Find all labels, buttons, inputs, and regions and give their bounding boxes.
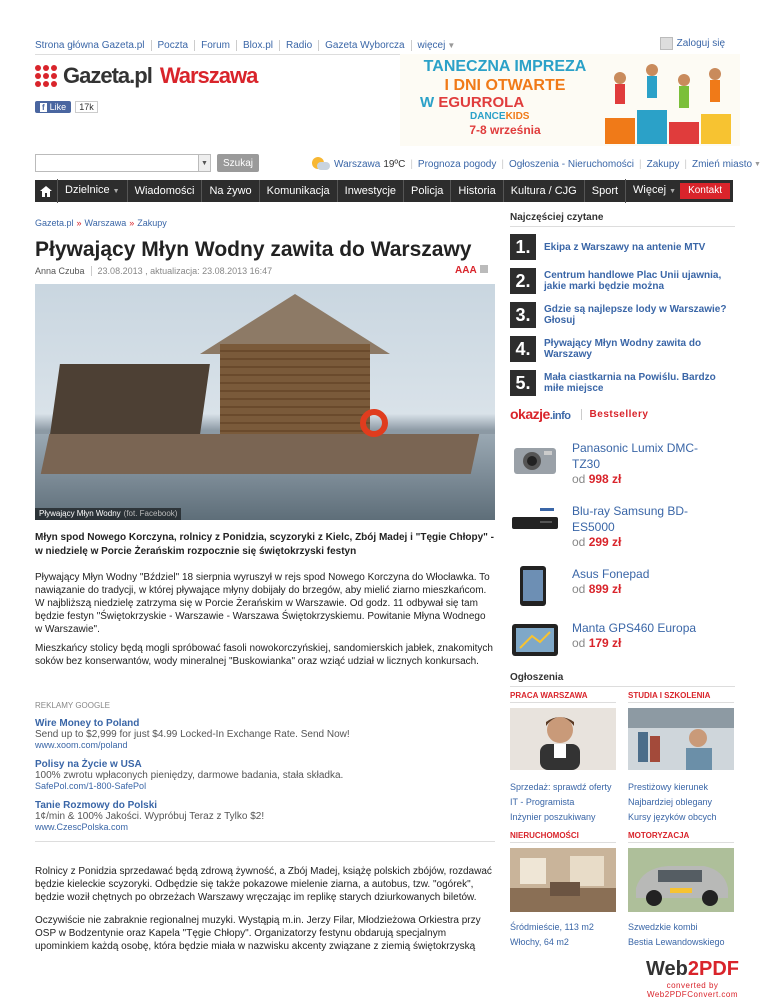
category-motoring[interactable]: MOTORYZACJA bbox=[628, 831, 734, 843]
nav-live[interactable]: Na żywo bbox=[201, 180, 258, 202]
like-count: 17k bbox=[75, 101, 98, 113]
nav-transport[interactable]: Komunikacja bbox=[259, 180, 337, 202]
breadcrumb-separator: » bbox=[129, 218, 135, 228]
chevron-down-icon: ▼ bbox=[447, 40, 456, 50]
nav-investments[interactable]: Inwestycje bbox=[337, 180, 403, 202]
jobs-photo[interactable] bbox=[510, 708, 616, 770]
studies-links bbox=[628, 780, 738, 825]
product-price bbox=[572, 472, 712, 486]
category-real-estate[interactable]: NIERUCHOMOŚCI bbox=[510, 831, 616, 843]
popular-list bbox=[510, 230, 735, 400]
article-lead: Młyn spod Nowego Korczyna, rolnicy z Ponidzia, scyzoryki z Kielc, Zbój Madej i "Tęgie Chłopy" - w niedzielę w Porcie Żerańskim rozpocznie się świętokrzyski festyn bbox=[35, 532, 495, 557]
chevron-down-icon: ▼ bbox=[754, 160, 761, 168]
product-item[interactable] bbox=[510, 440, 735, 486]
price-prefix: od bbox=[572, 472, 586, 486]
nav-news[interactable]: Wiadomości bbox=[127, 180, 202, 202]
popular-item[interactable] bbox=[510, 264, 735, 298]
popular-link[interactable]: Centrum handlowe Plac Unii ujawnia, jakie marki będzie można bbox=[544, 270, 722, 292]
weather-bar bbox=[312, 157, 761, 171]
popular-link[interactable]: Mała ciastkarnia na Powiślu. Bardzo miłe miejsce bbox=[544, 372, 716, 394]
motoring-photo[interactable] bbox=[628, 848, 734, 912]
okazje-logo-ext: .info bbox=[549, 410, 571, 422]
topnav-more-label: więcej bbox=[417, 39, 446, 51]
banner-line4 bbox=[470, 111, 529, 122]
like-label: Like bbox=[49, 102, 67, 112]
shopping-link[interactable]: Zakupy bbox=[646, 158, 680, 170]
product-price bbox=[572, 582, 712, 596]
banner-line4a: DANCE bbox=[470, 111, 506, 122]
ad-item[interactable] bbox=[35, 759, 495, 791]
article-paragraph-1: Pływający Młyn Wodny "Bździel" 18 sierpnia wyruszył w rejs spod Nowego Korczyna do Włocławka. To nawiązanie do tradycji, w której pływające młyny dobijały do brzegów, aby mielić ziarno mieszkańcom. W najbliższą niedzielę zatrzyma się w Porcie Żerańskim w Warszawie. Od godz. 11 odbywał się tam będzie festyn "Świętokrzyskie - Warszawie - Warszawa Świętokrzyskiemu. Powitanie Młyna Wodnego w Warszawie". bbox=[35, 572, 490, 635]
logo-brand: Gazeta.pl bbox=[63, 63, 152, 88]
ad-description: 100% zwrotu wpłaconych pieniędzy, darmowe badania, stała składka. bbox=[35, 770, 344, 781]
product-item[interactable] bbox=[510, 620, 735, 660]
separator: | bbox=[684, 158, 688, 170]
real-estate-links bbox=[510, 920, 620, 950]
ad-item[interactable] bbox=[35, 800, 495, 832]
breadcrumb-zakupy[interactable]: Zakupy bbox=[137, 218, 167, 228]
price-value: 299 zł bbox=[588, 535, 622, 549]
watermark-text[interactable]: converted by Web2PDFConvert.com bbox=[646, 981, 739, 999]
price-value: 899 zł bbox=[588, 582, 622, 596]
price-value: 998 zł bbox=[588, 472, 622, 486]
article-paragraph-2: Mieszkańcy stolicy będą mogli spróbować fasoli nowokorczyńskiej, sandomierskich jabłek, znakomitych soków bez konserwantów, wody mineralnej "Buskowianka" oraz wziąć udział w licznych konkursach. bbox=[35, 643, 493, 667]
article-title: Pływający Młyn Wodny zawita do Warszawy bbox=[35, 238, 472, 261]
popular-item[interactable] bbox=[510, 332, 735, 366]
nav-police[interactable]: Policja bbox=[403, 180, 450, 202]
egurrola-banner[interactable] bbox=[400, 54, 740, 146]
topnav-blox-link[interactable]: Blox.pl bbox=[237, 40, 280, 51]
article-paragraph-4: Oczywiście nie zabraknie regionalnej muzyki. Wystąpią m.in. Jerzy Filar, Młodzieżowa Orkiestra przy OSP w Bodzentynie oraz Kapela "Tęgie Chłopy". Organizatorzy festynu obdarują specjalnym upominkiem każdą osobę, która będzie miała w nazwisku akcenty związane z ziemią świętokrzyską bbox=[35, 915, 481, 952]
contact-button[interactable]: Kontakt bbox=[680, 183, 730, 199]
article-byline bbox=[35, 266, 272, 276]
okazje-logo[interactable] bbox=[510, 406, 571, 422]
jobs-link[interactable]: Sprzedaż: sprawdź oferty bbox=[510, 782, 612, 792]
popular-link[interactable]: Ekipa z Warszawy na antenie MTV bbox=[544, 241, 706, 253]
watermark-brand-a: Web bbox=[646, 958, 688, 980]
ad-headline[interactable]: Polisy na Życie w USA bbox=[35, 759, 142, 770]
motoring-links bbox=[628, 920, 738, 950]
article-date: 23.08.2013 , aktualizacja: 23.08.2013 16:47 bbox=[97, 266, 273, 276]
popular-rank: 2. bbox=[510, 268, 536, 294]
weather-temp: 19ºC bbox=[383, 158, 406, 170]
product-name[interactable]: Manta GPS460 Europa bbox=[572, 621, 697, 635]
product-name[interactable]: Blu-ray Samsung BD-ES5000 bbox=[572, 504, 689, 534]
real-estate-link[interactable]: Ogłoszenia - Nieruchomości bbox=[508, 158, 634, 170]
web2pdf-watermark bbox=[620, 958, 765, 999]
ad-description: 1¢/min & 100% Jakości. Wypróbuj Teraz z Tylko $2! bbox=[35, 811, 265, 822]
nav-culture[interactable]: Kultura / CJG bbox=[503, 180, 584, 202]
chevron-down-icon: ▼ bbox=[112, 188, 120, 195]
product-item[interactable] bbox=[510, 566, 735, 606]
facebook-icon: f bbox=[42, 102, 45, 112]
banner-line2: I DNI OTWARTE bbox=[444, 77, 566, 94]
price-prefix: od bbox=[572, 636, 586, 650]
ad-url[interactable]: www.CzescPolska.com bbox=[35, 822, 129, 832]
photo-lifebuoy bbox=[360, 409, 388, 437]
nav-history[interactable]: Historia bbox=[450, 180, 502, 202]
ad-url[interactable]: SafePol.com/1-800-SafePol bbox=[35, 781, 147, 791]
search-scope-dropdown[interactable]: ▼ bbox=[199, 154, 211, 172]
motoring-link[interactable]: Bestia Lewandowskiego bbox=[628, 937, 725, 947]
logo-dots-icon bbox=[35, 65, 59, 87]
ad-headline[interactable]: Tanie Rozmowy do Polski bbox=[35, 800, 158, 811]
photo-raft-deck bbox=[41, 434, 480, 474]
product-price bbox=[572, 535, 712, 549]
forecast-link[interactable]: Prognoza pogody bbox=[417, 158, 497, 170]
popular-rank: 5. bbox=[510, 370, 536, 396]
ad-headline[interactable]: Wire Money to Poland bbox=[35, 718, 140, 729]
real-estate-link[interactable]: Włochy, 64 m2 bbox=[510, 937, 569, 947]
facebook-like bbox=[35, 101, 98, 113]
price-value: 179 zł bbox=[588, 636, 622, 650]
logo-city: Warszawa bbox=[159, 63, 258, 88]
popular-rank: 1. bbox=[510, 234, 536, 260]
change-city-link[interactable]: Zmień miasto bbox=[692, 158, 753, 170]
banner-line3a: W bbox=[420, 94, 435, 111]
price-prefix: od bbox=[572, 535, 586, 549]
separator: | bbox=[410, 158, 413, 170]
nav-more[interactable] bbox=[625, 179, 683, 203]
separator: | bbox=[501, 158, 504, 170]
studies-link[interactable]: Prestiżowy kierunek bbox=[628, 782, 709, 792]
topnav-more-link[interactable] bbox=[412, 40, 462, 51]
breadcrumb-gazeta[interactable]: Gazeta.pl bbox=[35, 218, 74, 228]
photo-mill-wheel bbox=[50, 364, 210, 434]
breadcrumb-warszawa[interactable]: Warszawa bbox=[84, 218, 127, 228]
home-icon[interactable] bbox=[35, 180, 57, 202]
real-estate-link[interactable]: Śródmieście, 113 m2 bbox=[510, 922, 594, 932]
top-navigation bbox=[35, 37, 735, 53]
weather-city[interactable]: Warszawa bbox=[334, 158, 381, 170]
topnav-wyborcza-link[interactable]: Gazeta Wyborcza bbox=[319, 40, 411, 51]
nav-sport[interactable]: Sport bbox=[584, 180, 625, 202]
site-logo[interactable] bbox=[35, 64, 257, 88]
bluray-player-icon bbox=[510, 503, 560, 543]
separator: | bbox=[639, 158, 642, 170]
banner-line4b: KIDS bbox=[505, 111, 530, 122]
studies-link[interactable]: Najbardziej oblegany bbox=[628, 797, 713, 807]
studies-link[interactable]: Kursy języków obcych bbox=[628, 812, 717, 822]
nav-districts-label: Dzielnice bbox=[65, 184, 110, 196]
bestsellers-label: Bestsellery bbox=[581, 409, 649, 420]
banner-line3 bbox=[420, 94, 524, 111]
weather-partly-cloudy-icon bbox=[312, 157, 330, 171]
search-bar bbox=[35, 154, 259, 172]
popular-item[interactable] bbox=[510, 230, 735, 264]
article-paragraph-3: Rolnicy z Ponidzia sprzedawać będą zdrową żywność, a Zbój Madej, książę polskich zbójów, rozdawać będzie kieleckie scyzoryki. Odbędzie się także pokazowe mielenie ziarna, a autobus, tzw. "ogórek", będzie woził chętnych po obrzeżach Warszawy wręczając im replikę starych dziurkowanych biletów. bbox=[35, 866, 492, 903]
breadcrumb bbox=[35, 218, 167, 228]
ad-url[interactable]: www.xoom.com/poland bbox=[35, 740, 128, 750]
login-link[interactable] bbox=[660, 37, 725, 50]
category-jobs[interactable]: PRACA WARSZAWA bbox=[510, 691, 616, 703]
login-label: Zaloguj się bbox=[676, 38, 725, 49]
product-name[interactable]: Asus Fonepad bbox=[572, 567, 650, 581]
article-author: Anna Czuba bbox=[35, 266, 85, 276]
dancing-kids-illustration bbox=[605, 60, 735, 144]
studies-photo[interactable] bbox=[628, 708, 734, 770]
jobs-links bbox=[510, 780, 620, 825]
product-name[interactable]: Panasonic Lumix DMC-TZ30 bbox=[572, 441, 699, 471]
font-size-label: AAA bbox=[455, 265, 477, 276]
topnav-radio-link[interactable]: Radio bbox=[280, 40, 319, 51]
popular-item[interactable] bbox=[510, 298, 735, 332]
price-prefix: od bbox=[572, 582, 586, 596]
popular-link[interactable]: Pływający Młyn Wodny zawita do Warszawy bbox=[544, 338, 702, 360]
jobs-link[interactable]: IT - Programista bbox=[510, 797, 575, 807]
google-ads bbox=[35, 701, 495, 842]
gps-device-icon bbox=[510, 620, 560, 660]
topnav-forum-link[interactable]: Forum bbox=[195, 40, 237, 51]
banner-line3b: EGURROLA bbox=[438, 94, 525, 111]
category-studies[interactable]: STUDIA I SZKOLENIA bbox=[628, 691, 734, 703]
banner-line1: TANECZNA IMPREZA bbox=[423, 58, 587, 75]
real-estate-photo[interactable] bbox=[510, 848, 616, 912]
caption-source: (fot. Facebook) bbox=[123, 509, 178, 518]
jobs-link[interactable]: Inżynier poszukiwany bbox=[510, 812, 596, 822]
popular-heading: Najczęściej czytane bbox=[510, 212, 735, 227]
printer-icon[interactable] bbox=[480, 265, 488, 273]
tablet-icon bbox=[510, 566, 560, 606]
topnav-mail-link[interactable]: Poczta bbox=[152, 40, 196, 51]
article-photo[interactable] bbox=[35, 284, 495, 520]
main-navigation bbox=[35, 180, 733, 202]
caption-text: Pływający Młyn Wodny bbox=[39, 509, 121, 518]
popular-item[interactable] bbox=[510, 366, 735, 400]
okazje-header bbox=[510, 406, 735, 422]
okazje-logo-text: okazje bbox=[510, 406, 550, 422]
separator bbox=[91, 266, 92, 276]
ad-description: Send up to $2,999 for just $4.99 Locked-In Exchange Rate. Send Now! bbox=[35, 729, 350, 740]
font-size-controls[interactable] bbox=[455, 265, 488, 276]
watermark-brand-b: 2PDF bbox=[687, 958, 739, 980]
watermark-logo bbox=[620, 958, 765, 981]
ads-label: REKLAMY GOOGLE bbox=[35, 701, 110, 710]
popular-link[interactable]: Gdzie są najlepsze lody w Warszawie? Głosuj bbox=[544, 304, 727, 326]
nav-more-label: Więcej bbox=[633, 184, 667, 196]
breadcrumb-separator: » bbox=[76, 218, 82, 228]
motoring-link[interactable]: Szwedzkie kombi bbox=[628, 922, 698, 932]
ad-item[interactable] bbox=[35, 718, 495, 750]
photo-caption bbox=[35, 508, 181, 520]
search-button[interactable]: Szukaj bbox=[217, 154, 259, 172]
facebook-like-button[interactable] bbox=[35, 101, 71, 113]
search-input[interactable] bbox=[35, 154, 199, 172]
product-item[interactable] bbox=[510, 503, 735, 549]
camera-icon bbox=[510, 440, 560, 480]
banner-line5: 7-8 września bbox=[469, 123, 541, 137]
topnav-home-link[interactable]: Strona główna Gazeta.pl bbox=[35, 40, 152, 51]
popular-rank: 3. bbox=[510, 302, 536, 328]
chevron-down-icon: ▼ bbox=[669, 188, 676, 195]
ads-divider bbox=[35, 841, 495, 842]
user-icon bbox=[660, 37, 673, 50]
popular-rank: 4. bbox=[510, 336, 536, 362]
classifieds-heading: Ogłoszenia bbox=[510, 672, 735, 687]
product-price bbox=[572, 636, 712, 650]
nav-districts[interactable] bbox=[57, 179, 127, 203]
